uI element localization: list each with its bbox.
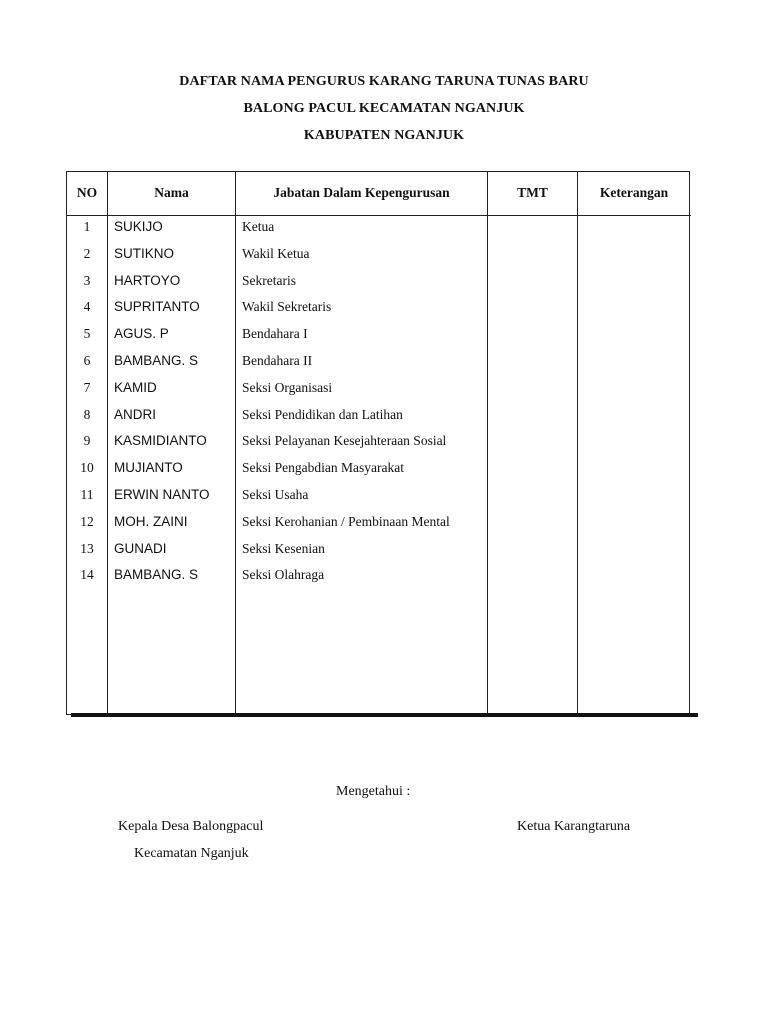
row-number: 12 xyxy=(80,513,94,529)
table-row xyxy=(0,484,768,511)
table-bottom-rule xyxy=(71,713,698,717)
member-name: ANDRI xyxy=(114,406,157,422)
member-name: SUKIJO xyxy=(114,219,163,234)
table-row xyxy=(0,216,768,243)
member-name: HARTOYO xyxy=(114,272,181,288)
member-position: Seksi Kerohanian / Pembinaan Mental xyxy=(242,513,450,529)
member-position: Wakil Ketua xyxy=(242,245,310,261)
member-position: Ketua xyxy=(242,219,275,234)
member-name: SUPRITANTO xyxy=(114,299,200,315)
member-position: Sekretaris xyxy=(242,272,296,288)
table-row xyxy=(0,243,768,270)
member-position: Seksi Pengabdian Masyarakat xyxy=(242,460,404,476)
table-row xyxy=(0,457,768,484)
column-header-keterangan: Keterangan xyxy=(599,185,669,200)
row-number: 2 xyxy=(83,245,91,261)
member-position: Seksi Organisasi xyxy=(242,379,333,395)
row-number: 13 xyxy=(80,540,94,556)
row-number: 8 xyxy=(83,406,91,422)
member-name: SUTIKNO xyxy=(114,245,175,261)
member-position: Bendahara I xyxy=(242,326,308,342)
document-title: DAFTAR NAMA PENGURUS KARANG TARUNA TUNAS BARU xyxy=(179,74,589,89)
row-number: 1 xyxy=(83,219,91,234)
member-position: Seksi Kesenian xyxy=(242,540,325,556)
table-row xyxy=(0,511,768,538)
document-subtitle-regency: KABUPATEN NGANJUK xyxy=(303,128,465,143)
row-number: 6 xyxy=(83,353,91,368)
row-number: 14 xyxy=(80,567,94,583)
row-number: 4 xyxy=(83,299,91,315)
member-name: ERWIN NANTO xyxy=(114,487,210,502)
table-row xyxy=(0,350,768,377)
member-name: MUJIANTO xyxy=(114,460,183,476)
table-row xyxy=(0,430,768,457)
table-row xyxy=(0,323,768,350)
table-row xyxy=(0,404,768,431)
column-header-nama: Nama xyxy=(154,185,189,200)
signatory-right-title: Ketua Karangtaruna xyxy=(517,819,631,834)
member-name: KAMID xyxy=(114,379,157,395)
column-header-jabatan: Jabatan Dalam Kepengurusan xyxy=(273,185,450,200)
member-position: Bendahara II xyxy=(242,353,313,368)
member-name: BAMBANG. S xyxy=(114,353,199,368)
table-row xyxy=(0,377,768,404)
row-number: 11 xyxy=(80,487,94,502)
member-position: Seksi Pendidikan dan Latihan xyxy=(242,406,403,422)
column-header-no: NO xyxy=(76,185,98,200)
member-position: Seksi Pelayanan Kesejahteraan Sosial xyxy=(242,433,447,449)
row-number: 9 xyxy=(83,433,91,449)
row-number: 3 xyxy=(83,272,91,288)
document-subtitle: BALONG PACUL KECAMATAN NGANJUK xyxy=(243,101,525,116)
table-row xyxy=(0,270,768,297)
member-name: GUNADI xyxy=(114,540,167,556)
member-name: AGUS. P xyxy=(114,326,169,342)
member-position: Seksi Usaha xyxy=(242,487,309,502)
row-number: 7 xyxy=(83,379,91,395)
member-position: Seksi Olahraga xyxy=(242,567,325,583)
table-row xyxy=(0,564,768,591)
row-number: 5 xyxy=(83,326,91,342)
member-name: BAMBANG. S xyxy=(114,567,199,583)
member-position: Wakil Sekretaris xyxy=(242,299,332,315)
signatory-left-subtitle: Kecamatan Nganjuk xyxy=(134,846,249,861)
table-row xyxy=(0,538,768,565)
column-header-tmt: TMT xyxy=(517,185,548,200)
table-row xyxy=(0,296,768,323)
signatory-left-title: Kepala Desa Balongpacul xyxy=(118,819,264,834)
member-name: MOH. ZAINI xyxy=(114,513,188,529)
row-number: 10 xyxy=(80,460,94,476)
mengetahui-label: Mengetahui : xyxy=(336,784,411,799)
member-name: KASMIDIANTO xyxy=(114,433,207,449)
